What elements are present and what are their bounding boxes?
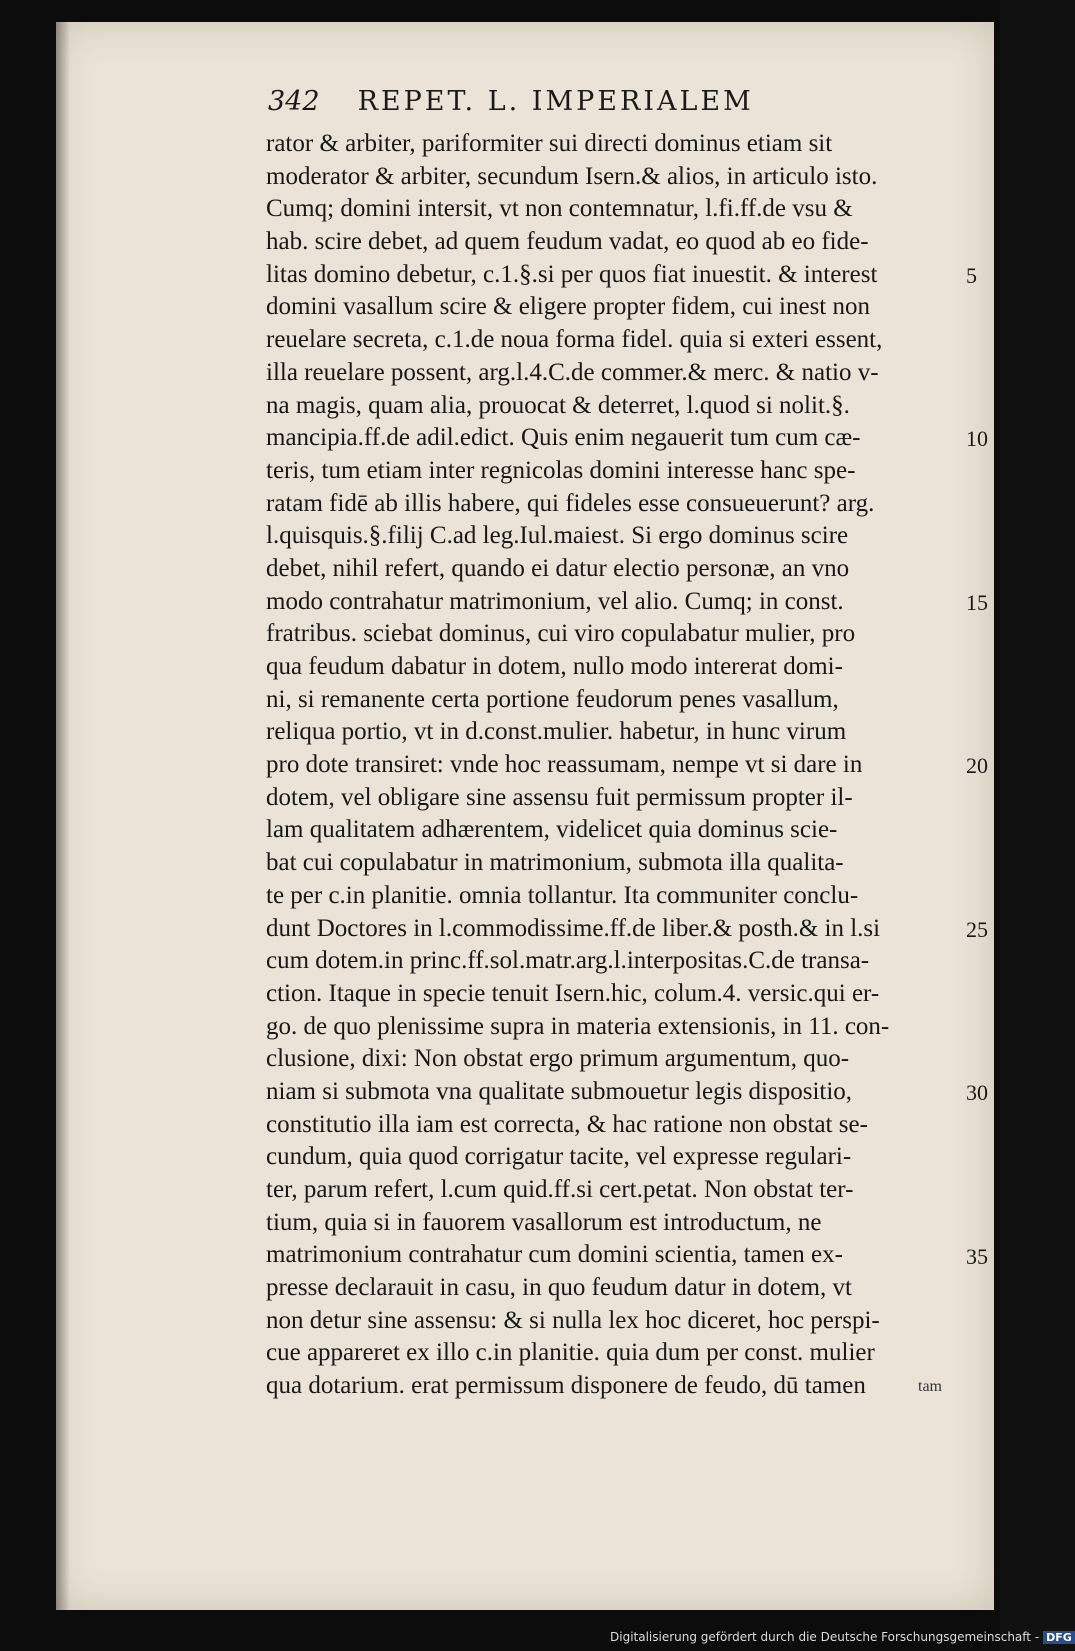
text-line: qua feudum dabatur in dotem, nullo modo intererat domi- bbox=[266, 653, 843, 680]
margin-line-number: 25 bbox=[966, 916, 988, 942]
page-number: 342 bbox=[268, 86, 320, 117]
margin-line-number: 30 bbox=[966, 1080, 988, 1106]
text-line: reuelare secreta, c.1.de noua forma fidel. quia si exteri essent, bbox=[266, 326, 883, 354]
text-line: presse declarauit in casu, in quo feudum datur in dotem, vt bbox=[266, 1274, 852, 1302]
running-header bbox=[268, 86, 828, 126]
text-line: illa reuelare possent, arg.l.4.C.de commer.& merc. & natio v- bbox=[266, 358, 879, 386]
text-line: modo contrahatur matrimonium, vel alio. Cumq; in const. bbox=[266, 587, 844, 615]
credit-text: Digitalisierung gefördert durch die Deutsche Forschungsgemeinschaft - bbox=[610, 1630, 1040, 1644]
page-gutter-shadow bbox=[56, 22, 70, 1610]
text-line: tium, quia si in fauorem vasallorum est introductum, ne bbox=[266, 1208, 822, 1236]
text-line: reliqua portio, vt in d.const.mulier. habetur, in hunc virum bbox=[266, 718, 847, 746]
text-line: cue appareret ex illo c.in planitie. quia dum per const. mulier bbox=[266, 1339, 875, 1367]
text-line: matrimonium contrahatur cum domini scientia, tamen ex- bbox=[266, 1241, 843, 1269]
text-line: litas domino debetur, c.1.§.si per quos fiat inuestit. & interest bbox=[266, 260, 878, 288]
text-line: non detur sine assensu: & si nulla lex hoc diceret, hoc perspi- bbox=[266, 1306, 880, 1334]
text-line: na magis, quam alia, prouocat & deterret, l.quod si nolit.§. bbox=[266, 391, 850, 419]
text-line: cundum, quia quod corrigatur tacite, vel expresse regulari- bbox=[266, 1143, 852, 1171]
body-text bbox=[266, 128, 966, 1403]
text-line: niam si submota vna qualitate submouetur legis dispositio, bbox=[266, 1077, 853, 1105]
digitization-credit bbox=[610, 1630, 1072, 1650]
text-line: domini vasallum scire & eligere propter fidem, cui inest non bbox=[266, 293, 871, 321]
text-line: go. de quo plenissime supra in materia extensionis, in 11. con- bbox=[266, 1012, 890, 1040]
text-line: mancipia.ff.de adil.edict. Quis enim negauerit tum cum cæ- bbox=[266, 424, 861, 452]
text-line: ter, parum refert, l.cum quid.ff.si cert.petat. Non obstat ter- bbox=[266, 1176, 854, 1203]
margin-line-number: 35 bbox=[966, 1243, 988, 1269]
text-line: cum dotem.in princ.ff.sol.matr.arg.l.interpositas.C.de transa- bbox=[266, 947, 870, 975]
catchword: tam bbox=[918, 1378, 942, 1395]
text-line: Cumq; domini intersit, vt non contemnatur, l.fi.ff.de vsu & bbox=[266, 195, 853, 223]
text-line: fratribus. sciebat dominus, cui viro copulabatur mulier, pro bbox=[266, 620, 856, 648]
text-line: qua dotarium. erat permissum disponere de feudo, dū tamen bbox=[266, 1372, 866, 1400]
text-line: lam qualitatem adhærentem, videlicet quia dominus scie- bbox=[266, 816, 838, 844]
text-line: l.quisquis.§.filij C.ad leg.Iul.maiest. Si ergo dominus scire bbox=[266, 522, 849, 550]
margin-line-number: 15 bbox=[966, 589, 988, 615]
text-line: clusione, dixi: Non obstat ergo primum argumentum, quo- bbox=[266, 1045, 850, 1073]
text-line: constitutio illa iam est correcta, & hac ratione non obstat se- bbox=[266, 1110, 868, 1138]
text-line: hab. scire debet, ad quem feudum vadat, eo quod ab eo fide- bbox=[266, 228, 869, 256]
margin-line-number: 10 bbox=[966, 426, 988, 452]
text-line: te per c.in planitie. omnia tollantur. Ita communiter conclu- bbox=[266, 881, 859, 909]
running-title: REPET. L. IMPERIALEM bbox=[357, 86, 754, 117]
text-line: ni, si remanente certa portione feudorum penes vasallum, bbox=[266, 685, 839, 713]
text-line: ratam fidē ab illis habere, qui fideles esse consueuerunt? arg. bbox=[266, 489, 875, 517]
margin-line-number: 5 bbox=[966, 262, 977, 288]
text-line: pro dote transiret: vnde hoc reassumam, nempe vt si dare in bbox=[266, 751, 863, 779]
text-line: dunt Doctores in l.commodissime.ff.de liber.& posth.& in l.si bbox=[266, 914, 881, 942]
text-line: moderator & arbiter, secundum Isern.& alios, in articulo isto. bbox=[266, 162, 878, 190]
text-line: ction. Itaque in specie tenuit Isern.hic, colum.4. versic.qui er- bbox=[266, 979, 880, 1007]
dfg-logo: DFG bbox=[1043, 1631, 1075, 1644]
text-line: debet, nihil refert, quando ei datur electio personæ, an vno bbox=[266, 554, 850, 582]
text-line: dotem, vel obligare sine assensu fuit permissum propter il- bbox=[266, 783, 853, 811]
text-line: bat cui copulabatur in matrimonium, submota illa qualita- bbox=[266, 849, 844, 877]
text-line: teris, tum etiam inter regnicolas domini interesse hanc spe- bbox=[266, 456, 856, 484]
margin-line-number: 20 bbox=[966, 753, 988, 779]
text-line: rator & arbiter, pariformiter sui directi dominus etiam sit bbox=[266, 130, 833, 157]
